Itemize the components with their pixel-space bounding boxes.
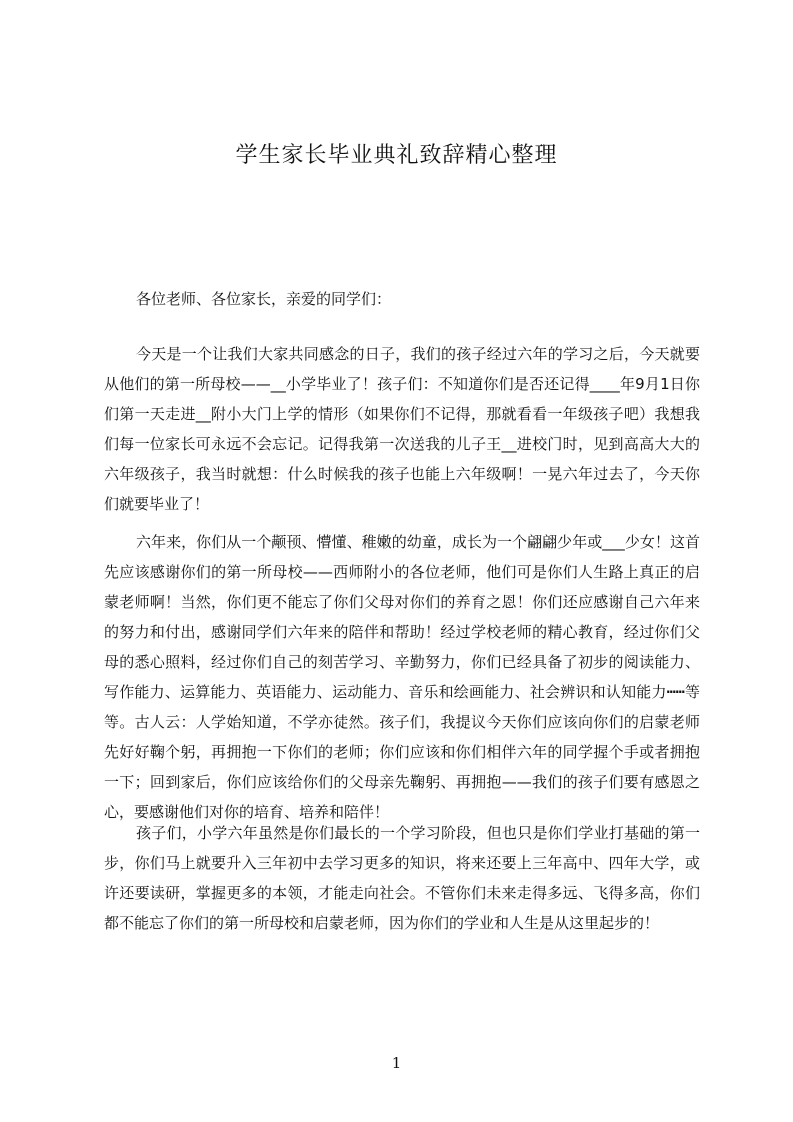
page-number: 1 (391, 1054, 402, 1072)
greeting-line: 各位老师、各位家长，亲爱的同学们： (136, 290, 392, 308)
paragraph-2: 六年来，你们从一个颟顸、懵懂、稚嫩的幼童，成长为一个翩翩少年或___少女！这首先应该感谢你们的第一所母校——西师附小的各位老师，他们可是你们人生路上真正的启蒙老师啊！当然，你们更不能忘了你们父母对你们的养育之恩！你们还应感谢自己六年来的努力和付出，感谢同学们六年来的陪伴和帮助！经过学校老师的精心教育，经过你们父母的悉心照料，经过你们自己的刻苦学习、辛勤努力，你们已经具备了初步的阅读能力、写作能力、运算能力、英语能力、运动能力、音乐和绘画能力、社会辨识和认知能力┅┅等等。古人云：人学始知道，不学亦徒然。孩子们，我提议今天你们应该向你们的启蒙老师先好好鞠个躬，再拥抱一下你们的老师；你们应该和你们相伴六年的同学握个手或者拥抱一下；回到家后，你们应该给你们的父母亲先鞠躬、再拥抱——我们的孩子们要有感恩之心，要感谢他们对你的培育、培养和陪伴！ (104, 533, 700, 821)
document-title: 学生家长毕业典礼致辞精心整理 (235, 143, 558, 168)
paragraph-3: 孩子们，小学六年虽然是你们最长的一个学习阶段，但也只是你们学业打基础的第一步，你们马上就要升入三年初中去学习更多的知识，将来还要上三年高中、四年大学，或许还要读研，掌握更多的本领，才能走向社会。不管你们未来走得多远、飞得多高，你们都不能忘了你们的第一所母校和启蒙老师，因为你们的学业和人生是从这里起步的！ (104, 824, 700, 932)
paragraph-1: 今天是一个让我们大家共同感念的日子，我们的孩子经过六年的学习之后，今天就要从他们的第一所母校——__小学毕业了！孩子们：不知道你们是否还记得____年9月1日你们第一天走进__附小大门上学的情形（如果你们不记得，那就看看一年级孩子吧）我想我们每一位家长可永远不会忘记。记得我第一次送我的儿子王__进校门时，见到高高大大的六年级孩子，我当时就想：什么时候我的孩子也能上六年级啊！一晃六年过去了，今天你们就要毕业了！ (104, 345, 700, 513)
